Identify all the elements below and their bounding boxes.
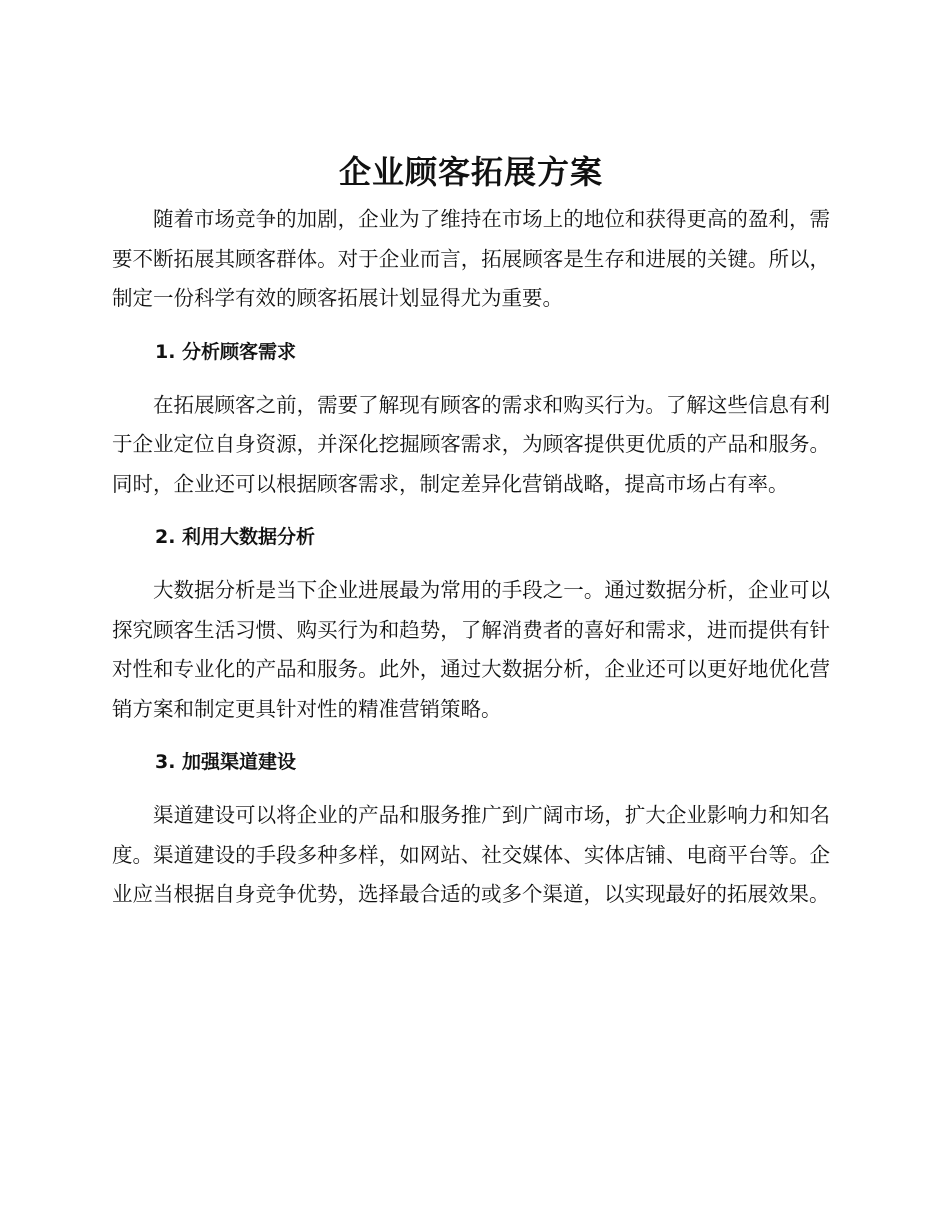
section-3-heading: 3. 加强渠道建设: [155, 751, 297, 773]
intro-paragraph: 随着市场竞争的加剧，企业为了维持在市场上的地位和获得更高的盈利，需要不断拓展其顾客群体。对于企业而言，拓展顾客是生存和进展的关键。所以，制定一份科学有效的顾客拓展计划显得尤为重要。: [112, 207, 830, 310]
section-2-heading: 2. 利用大数据分析: [155, 526, 316, 548]
section-2-body: 大数据分析是当下企业进展最为常用的手段之一。通过数据分析，企业可以探究顾客生活习惯、购买行为和趋势，了解消费者的喜好和需求，进而提供有针对性和专业化的产品和服务。此外，通过大数据分析，企业还可以更好地优化营销方案和制定更具针对性的精准营销策略。: [112, 578, 830, 721]
section-1-body: 在拓展顾客之前，需要了解现有顾客的需求和购买行为。了解这些信息有利于企业定位自身资源，并深化挖掘顾客需求，为顾客提供更优质的产品和服务。同时，企业还可以根据顾客需求，制定差异化营销战略，提高市场占有率。: [112, 392, 830, 496]
document-title: 企业顾客拓展方案: [338, 153, 603, 191]
section-1-heading: 1. 分析顾客需求: [155, 340, 297, 363]
document-page: [112, 150, 830, 915]
section-3-body: 渠道建设可以将企业的产品和服务推广到广阔市场，扩大企业影响力和知名度。渠道建设的手段多种多样，如网站、社交媒体、实体店铺、电商平台等。企业应当根据自身竞争优势，选择最合适的或多个渠道，以实现最好的拓展效果。: [112, 803, 830, 906]
